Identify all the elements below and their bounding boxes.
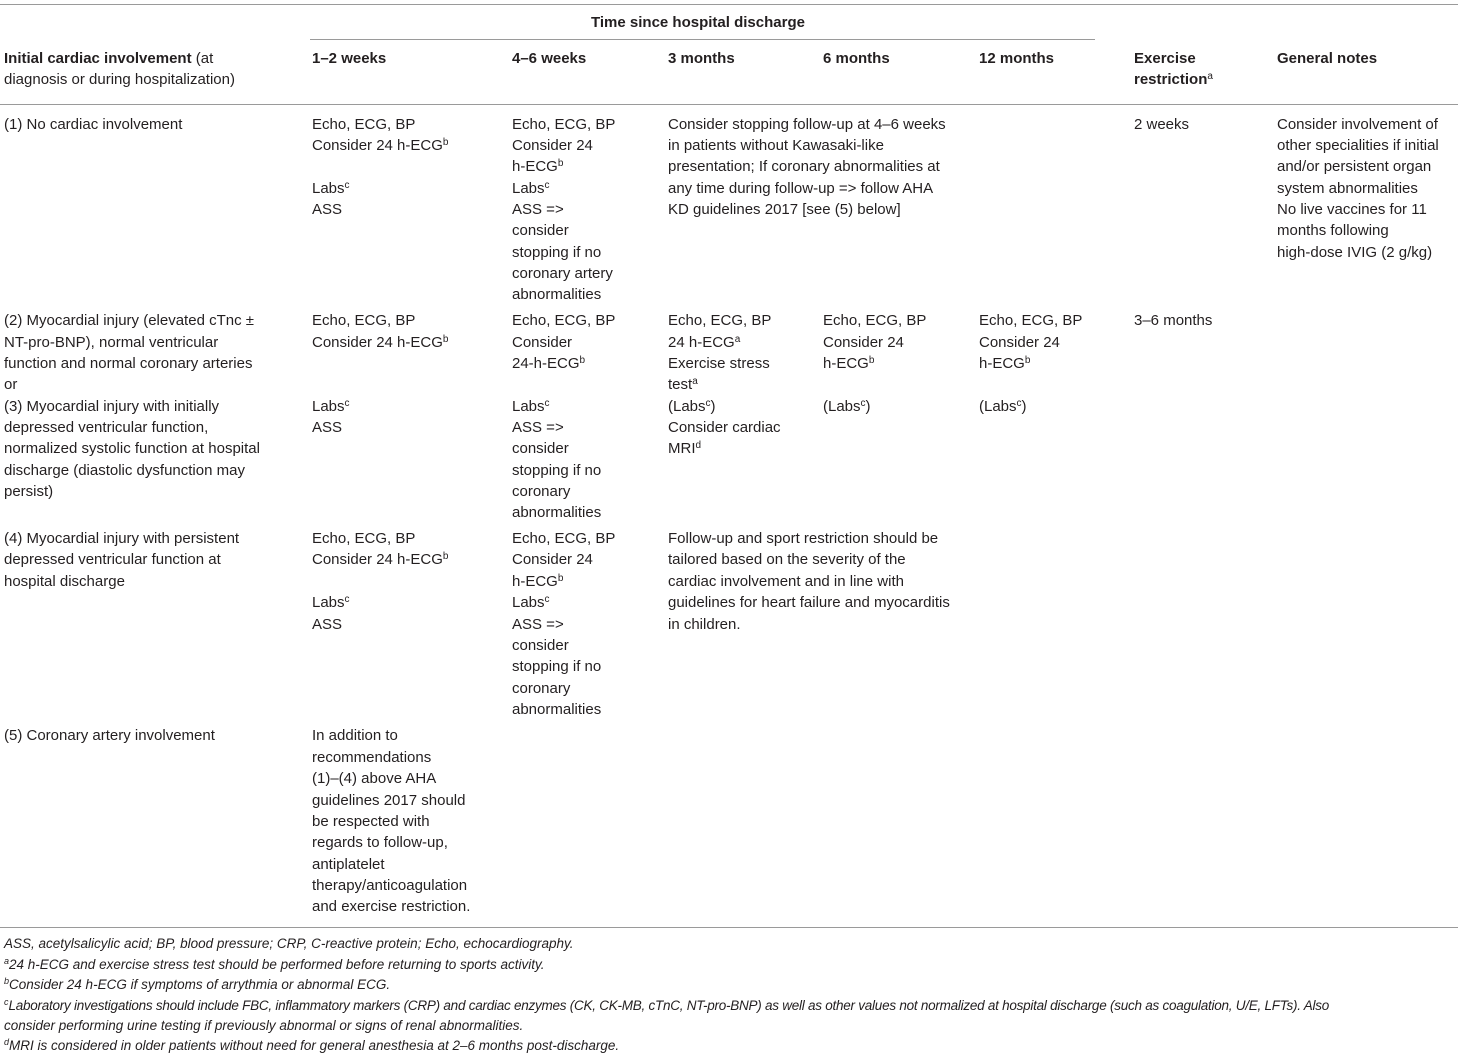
footnote-c: $^c$Laboratory investigations should include FBC, inflammatory markers (CRP) and cardiac enzymes (CK, CK-MB, cTnC, NT-pro-BNP) as well as other values not normalized at hospital discharge (such as coagulation, U/E, LFTs). Also <box>4 997 1330 1013</box>
column-header-1-2-weeks: 1–2 weeks <box>312 50 387 67</box>
column-header-initial-rest: (at <box>191 50 214 67</box>
footnote-marker: a <box>1207 71 1213 82</box>
column-header-4-6-weeks: 4–6 weeks <box>512 50 587 67</box>
time-since-discharge-header: Time since hospital discharge <box>591 14 805 31</box>
column-header-3-months: 3 months <box>668 50 735 67</box>
exercise-restriction-cell: 3–6 months <box>1134 312 1213 329</box>
time-header-rule <box>310 39 1095 40</box>
row-initial-cell: (1) No cardiac involvement <box>4 116 183 133</box>
column-header-initial-bold: Initial cardiac involvement <box>4 50 192 67</box>
footnote-a: $^a$24 h-ECG and exercise stress test should be performed before returning to sports activity. <box>4 956 545 972</box>
footnote-d: $^d$MRI is considered in older patients without need for general anesthesia at 2–6 months post-discharge. <box>4 1037 620 1053</box>
table-top-rule <box>0 4 1458 5</box>
exercise-restriction-cell: 2 weeks <box>1134 116 1190 133</box>
column-header-initial-line2: diagnosis or during hospitalization) <box>4 71 235 88</box>
table-bottom-rule <box>0 927 1458 928</box>
header-bottom-rule <box>0 104 1458 105</box>
footnote-abbreviations: ASS, acetylsalicylic acid; BP, blood pressure; CRP, C-reactive protein; Echo, echocardiography. <box>4 936 574 951</box>
column-header-12-months: 12 months <box>979 50 1055 67</box>
footnote-c-continued: consider performing urine testing if previously abnormal or signs of renal abnormalities. <box>4 1018 524 1033</box>
footnote-b: $^b$Consider 24 h-ECG if symptoms of arrythmia or abnormal ECG. <box>4 976 391 992</box>
column-header-6-months: 6 months <box>823 50 890 67</box>
row-initial-cell: (5) Coronary artery involvement <box>4 727 215 744</box>
column-header-general-notes: General notes <box>1277 50 1378 67</box>
